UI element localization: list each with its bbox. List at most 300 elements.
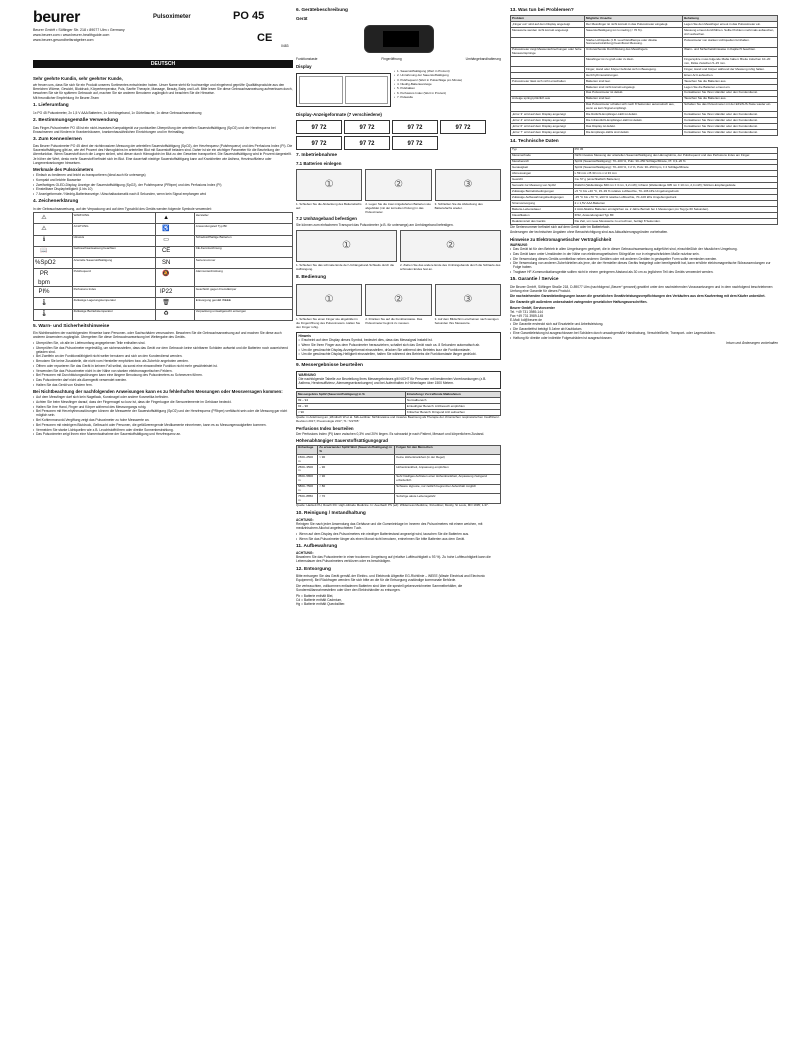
step-caption: 1. Schieben Sie einen Finger wie abgebildet in die Fingeröffnung des Pulsoximeters. Halten Sie den Finger ruhig. <box>296 317 361 329</box>
step-caption: 2. Ziehen Sie das andere Ende des Umhängebands durch die Schlaufe des schmalen Endes fest an. <box>400 263 501 272</box>
table-cell: IP22, Anwendungsteil Typ BF <box>573 212 777 218</box>
symbol-table: ⚠ WARNUNG ▲ Hersteller ⚠ ACHTUNG ♿ Anwendungsteil Typ BF ℹ Hinweis ▭ Schadstoffhaltige Batterien 📖 Gebrauchsanweisung beachten CE CE-Kennzeichnung %SpO2 Arterielle Sauerstoffsättigung SN Seriennummer PR bpm Pulsfrequenz 🔕 Alarmunterdrückung PI% Perfusions Index IP22 Geschützt gegen Fremdkörper 🌡 Zulässige Lagerungstemperatur 🗑 Entsorgung gemäß WEEE 🌡 Zulässige Betriebstemperatur ♻ Verpackung umweltgerecht entsorgen <box>33 212 293 320</box>
table-cell: Einen Arzt aufsuchen. <box>683 73 778 79</box>
lanyard-captions <box>296 264 501 272</box>
storage-icon: 🌡 <box>40 299 48 306</box>
lanyard-steps <box>296 228 501 264</box>
list-item: • Die Verwendung dieses Geräts unmittelbar neben anderen Geräten oder mit anderen Geräten in gestapelter Form sollte vermieden werden. <box>510 257 778 261</box>
table-cell: < 90 <box>297 410 406 416</box>
table-cell: Batterien sind leer. <box>584 96 682 102</box>
table-row <box>511 102 778 112</box>
table-cell: 3500–5800 m <box>297 474 318 484</box>
list-item: • Überprüfen Sie das Pulsoximeter regelmäßig, um sicherzustellen, dass das Gerät vor dem Gebrauch keine sichtbaren Schäden aufweist und die Batterien noch ausreichend geladen sind. <box>33 346 293 354</box>
table-cell: Zulässige Betriebsbedingungen <box>511 189 574 195</box>
list-item: • 6. Perfusions Index (Wert in Prozent) <box>394 92 501 96</box>
intro-sign: Mit freundlicher Empfehlung Ihr Beurer-Team <box>33 96 99 101</box>
warning-text: Die nachfolgende Tabelle zur Beurteilung Ihres Messergebnisses gilt NICHT für Personen mit bestimmten Vorerkrankungen (z.B. Asthma, Herzinsuffizienz, Atemwegserkrankungen) und bei Aufenthalten in Höhenlagen über 1500 Metern. <box>298 377 487 386</box>
display-spo2 <box>299 76 343 104</box>
list-item: • Halten Sie das Gerät von Kindern fern. <box>33 383 293 387</box>
section-title: 5. Warn- und Sicherheitshinweise <box>33 323 110 329</box>
table-cell: Rotlicht (Wellenlänge 660 nm ± 3 nm, 3,2 mW); Infrarot (Wellenlänge 905 nm ± 10 nm, 2,4 mW); Silizium-Empfangsdiode <box>573 183 777 189</box>
column-middle <box>296 0 501 1051</box>
step-image: ③ <box>435 284 501 316</box>
table-cell: Sehr häufiges Auftreten einer Höhenkrankheit, Anpassung zwingend erforderlich <box>395 474 501 484</box>
table-cell: „Finger out“ wird auf dem Display angezeigt <box>511 22 585 28</box>
section-title: 4. Zeichenerklärung <box>33 199 79 205</box>
table-cell: Abmessungen <box>511 171 574 177</box>
table-row <box>511 130 778 136</box>
list-item: • Wenn auf dem Display des Pulsoximeters ein niedriger Batteriestand angezeigt wird, tauschen Sie die Batterien aus. <box>296 532 501 536</box>
warning-title: ACHTUNG: <box>296 551 314 556</box>
list-item: • Eine Garantieleistung ist ausgeschlossen bei Schäden durch unsachgemäße Handhabung, Verschleißteile, Transport- oder Lagerschäden. <box>510 331 778 335</box>
table-cell: Pulsoximeter zeigt Messunterbrechungen oder hohe Messwertsprünge <box>511 47 585 57</box>
table-header: Mögliche Ursache <box>584 16 682 22</box>
table-cell: Die Rotlicht-Empfänger-LED ist defekt. <box>584 112 682 118</box>
table-cell: Kritischer Bereich: Dringend Arzt aufsuchen <box>405 410 500 416</box>
table-row <box>511 28 778 38</box>
table-cell: < 70 <box>318 494 395 504</box>
section-text: Die verbrauchten, vollkommen entladenen Batterien sind über die speziell gekennzeichneten Sammelbehälter, die Sondermüllannahmestellen oder über den Elektrohändler zu entsorgen. <box>296 583 463 592</box>
table-cell: Zulässige Aufbewahrungsbedingungen <box>511 195 574 201</box>
weee-icon: 🗑 <box>162 299 170 306</box>
table-cell: 2 AAA Alkaline Batterien ermöglichen ca. 2 Jahre Betrieb bei 1 Messungen pro Tag (je 60 Sekunden). <box>573 207 777 213</box>
table-cell: „Error 4“ wird auf dem Display angezeigt <box>511 118 585 124</box>
list-item: • Um die gewünschte Display-Anzeigeformat einzustellen, drücken Sie während des Betriebs kurz die Funktionstaste. <box>299 348 499 352</box>
section-title: 13. Was tun bei Problemen? <box>510 8 574 13</box>
subsection-title: Gerät <box>296 15 308 21</box>
list-item: • 2. Umrahmung der Sauerstoffsättigung <box>394 74 501 78</box>
table-cell: 2500–3500 m <box>297 465 318 475</box>
table-cell: Nicht invasive Messung der arteriellen Sauerstoffsättigung des Hämoglobins, der Pulsfrequenz und des Perfusions Index am Finger. <box>573 153 777 159</box>
step-caption: 2. Legen Sie die zwei mitgelieferten Batterien wie abgebildet (mit der korrekten Polung) in das Pulsoximeter. <box>365 202 431 214</box>
list-item: • 7 Anzeigeformate / Niedrig-Batterieanzeige / Abschaltautomatik nach 8 Sekunden, wenn kein Signal empfangen wird <box>33 192 293 196</box>
address-line: Beurer GmbH • Söflinger Str. 218 • 89077 Ulm • Germany <box>33 28 125 32</box>
list-item: • Verwenden Sie das Pulsoximeter nicht in der Nähe von starken elektromagnetischen Feldern. <box>33 369 293 373</box>
language-band: DEUTSCH <box>33 60 293 68</box>
table-cell: Normalbereich <box>405 398 500 404</box>
table-cell: Pulsoximeter lässt sich nicht einschalten <box>511 78 585 84</box>
address-line: www.beurer-gesundheitsratgeber.com <box>33 37 94 42</box>
product-name: Pulsoximeter <box>153 14 191 20</box>
table-cell: Das Pulsoximeter schaltet sich nach 8 Sekunden automatisch aus, wenn es kein Signal empfängt. <box>584 102 682 112</box>
table-cell: Tauschen Sie die Batterien aus. <box>683 78 778 84</box>
list-item: • Zweifarbiges OLED-Display, Anzeige der Sauerstoffsättigung (SpO2), der Pulsfrequenz (PRbpm) und des Perfusions Index (PI) <box>33 183 293 187</box>
battery-code: Hg = Batterie enthält Quecksilber. <box>296 601 346 606</box>
list-item: • 5. Pulsbalken <box>394 87 501 91</box>
table-cell: Warm- und Sicherheitshinweise in Kapitel 5 beachten. <box>683 47 778 57</box>
table-cell: Messwerte werden nicht korrekt angezeigt <box>511 28 585 38</box>
warning-box <box>296 371 501 390</box>
warning-title: WARNUNG <box>298 373 316 378</box>
table-cell: Kontaktieren Sie Ihren Händler oder den Kundendienst. <box>683 118 778 124</box>
subsection-title: Bei Nichtbeachtung der nachfolgenden Anweisungen kann es zu fehlerhaften Messungen oder Messversagen kommen: <box>33 388 283 394</box>
table-cell: ~ 90 <box>318 465 395 475</box>
step-image: ② <box>365 284 431 316</box>
table-cell: 93 – 90 <box>297 404 406 410</box>
format-thumb: 97 72 <box>392 120 438 134</box>
table-cell: Messmethode <box>511 153 574 159</box>
table-cell: Die Infrarotlicht-Empfänger-LED ist defekt. <box>584 118 682 124</box>
intro-title: Sehr geehrte Kundin, sehr geehrter Kunde, <box>33 76 123 81</box>
list-item: • Wenn Sie Ihren Finger aus dem Pulsoximeter herausziehen, schaltet sich das Gerät nach ca. 8 Sekunden automatisch ab. <box>299 343 499 347</box>
table-cell: PO 45 <box>573 147 777 153</box>
table-header: Problem <box>511 16 585 22</box>
section-text: Reinigen Sie nach jeder Anwendung das Gehäuse und die Gummieinlage im Inneren des Pulsoximeters mit einem weichen, mit medizinischem Alkohol angefeuchteten Tuch. <box>296 522 483 531</box>
table-cell: 1500–2500 m <box>297 455 318 465</box>
list-item: • Die Garantie erstreckt sich auf Ersatzteile und Arbeitsleistung. <box>510 322 778 326</box>
troubleshooting-table <box>510 15 778 136</box>
table-cell: < 90 <box>318 474 395 484</box>
section-title: 11. Aufbewahrung <box>296 543 338 549</box>
section-text: Die Seriennummer befindet sich auf dem Gerät oder im Batteriefach. <box>510 224 611 229</box>
model-number: PO 45 <box>233 10 265 22</box>
step-caption: 3. Auf dem Bildschirm erscheinen nach wenigen Sekunden Ihre Messwerte. <box>434 317 499 326</box>
table-cell: Höhenkrankheit, Anpassung empfohlen <box>395 465 501 475</box>
list-item: • Kompakt und leichte Bauweise <box>33 178 293 182</box>
brand-logo: beurer <box>33 9 80 26</box>
warning-icon: ⚠ <box>41 214 47 221</box>
ce-code: 0483 <box>281 44 289 48</box>
list-item: • Halten Sie Ihre Hand, Finger und Körper während des Messvorgangs ruhig. <box>33 405 293 409</box>
section-text: Bewahren Sie das Pulsoximeter in einer trockenen Umgebung auf (relative Luftfeuchtigkeit ≤ 93 %). Zu hohe Luftfeuchtigkeit kann die Lebensdauer des Pulsoximeters verkürzen oder es beschädigen. <box>296 555 491 564</box>
section-text: Der Perfusions Index (PI) kann zwischen 0,3% und 20% liegen. Es schwankt je nach Patient, Messort und körperlichem Zustand. <box>296 432 485 437</box>
list-item: • Tragbare HF-Kommunikationsgeräte sollten nicht in einem geringeren Abstand als 30 cm zu jeglichem Teil des Geräts verwendet werden. <box>510 270 778 274</box>
table-cell: Erniedrigter Bereich: Arztbesuch empfohlen <box>405 404 500 410</box>
table-cell: Schwere Hypoxie, nur zeitlich begrenzter Aufenthalt möglich <box>395 484 501 494</box>
info-icon: ℹ <box>42 237 46 244</box>
format-thumb: 97 72 <box>296 120 342 134</box>
table-cell: Sauerstoffsättigung ist zu niedrig (< 70 %). <box>584 28 682 38</box>
table-cell: Sensorik zur Messung von SpO2 <box>511 183 574 189</box>
list-item: • Bei Zweifeln an der Funktionsfähigkeit nicht weiter benutzen und sich an den Kundendienst wenden. <box>33 354 293 358</box>
table-cell: Herzrhythmusstörungen. <box>584 73 682 79</box>
warning-list <box>33 341 293 387</box>
list-item: • Einfach zu bedienen und leicht zu transportieren (ideal auch für unterwegs) <box>33 173 293 177</box>
table-row <box>511 218 778 224</box>
list-item: • Bei Personen mit niedrigem Blutdruck, Gelbsucht oder Personen, die gefäßverengende Medikamente einnehmen, kann es zu Messungenauigkeiten kommen. <box>33 423 293 427</box>
list-item: • Das Pulsoximeter zeigt Ihnen eine Momentaufnahme der Sauerstoffsättigung und Herzfrequenz an. <box>33 432 293 436</box>
table-cell: Anzeige springt plötzlich aus <box>511 96 585 102</box>
tech-table <box>510 147 778 225</box>
table-cell: Batterien sind leer. <box>584 78 682 84</box>
altitude-table <box>296 445 501 504</box>
manual-icon: 📖 <box>40 248 48 255</box>
display-pr <box>345 76 389 104</box>
hint-box <box>296 332 501 360</box>
battery-code: Cd = Batterie enthält Cadmium, <box>296 597 343 602</box>
intro-text: wir freuen uns, dass Sie sich für ein Produkt unseres Sortimentes entschieden haben. Unser Name steht für hochwertige und eingehend geprüfte Qualitätsprodukte aus den Bereichen Wärme, Gewicht, Blutdruck, Körpertemperatur, Puls, Sanfte Therapie, Massage, Beauty, Baby und Luft. Bitte lesen Sie diese Gebrauchsanweisung aufmerksam durch, bewahren Sie sie für späteren Gebrauch auf, machen Sie sie anderen Benutzern zugänglich und beachten Sie die Hinweise. <box>33 82 293 95</box>
display-illustration <box>296 73 391 107</box>
table-cell <box>511 102 585 112</box>
step-image: ① <box>296 284 362 316</box>
table-cell: Typ <box>511 147 574 153</box>
table-header: Höhenlage <box>297 445 318 455</box>
left-text-flow <box>33 74 293 437</box>
table-cell: -25 °C bis +70 °C, ≤93 % relative Luftfeuchte, 70–106 kPa Umgebungsdruck <box>573 195 777 201</box>
operation-captions <box>296 318 501 329</box>
list-item: • Erscheint auf dem Display dieses Symbol, bedeutet dies, dass das Messsignal instabil ist. <box>299 338 499 342</box>
table-header: Behebung <box>683 16 778 22</box>
table-cell: Starke Lichtquelle (z.B. Leuchtstofflampe oder direkte Sonneneinstrahlung) beeinflusst Messung. <box>584 38 682 48</box>
recycle-icon: ♻ <box>163 311 169 318</box>
warning-title: WARNUNG <box>510 243 528 248</box>
table-row <box>297 455 501 465</box>
section-title: 8. Bedienung <box>296 274 327 280</box>
list-item: • Benutzen Sie keine Zusatzteile, die nicht vom Hersteller empfohlen bzw. als Zubehör angeboten werden. <box>33 359 293 363</box>
source-note: Quelle: in Anlehnung an „Windisch W et al. S2k-Leitlinie: Nichtinvasive und invasive Beatmung als Therapie der chronischen respiratorischen Insuffizienz. Revision 2017; Pneumologie 2017; 71: 722795“ <box>296 415 500 423</box>
device-screen <box>383 31 419 47</box>
section-title: 9. Messergebnisse beurteilen <box>296 362 363 368</box>
section-text: Das Beurer Pulsoximeter PO 45 dient der nichtinvasiven Messung der arteriellen Sauerstoffsättigung (SpO2), der Herzfrequenz (Pulsfrequenz) und des Perfusions Index (PI). Die Sauerstoffsättigung gibt an, wie viel Prozent des Hämoglobins im arteriellen Blut mit Sauerstoff beladen sind. Daher ist sie ein wichtiger Parameter für die Beurteilung der Atemfunktion. Wenn Sauerstoff durch die Lungen strömt, wird dieser durch Hämoglobin im Blut zu den Geweben transportiert. Die Sauerstoffsättigung wird in Prozent dargestellt. Je höher der Wert, desto mehr Sauerstoff befindet sich im Blut. Eine dauerhaft niedrige Sauerstoffsättigung kann auf Krankheiten wie Asthma, Herzinsuffizienz oder Lungenerkrankungen hinweisen. <box>33 144 293 165</box>
table-cell: Messbereich <box>511 159 574 165</box>
table-cell: Genauigkeit <box>511 165 574 171</box>
format-thumb: 97 72 <box>392 136 438 150</box>
ce-icon: CE <box>161 248 171 255</box>
table-cell: Klassifikation <box>511 212 574 218</box>
list-item: • 3. Pulsfrequenz (Wert in Pulsschläge pro Minute) <box>394 79 501 83</box>
subsection-title: Merkmale des Pulsoximeters <box>33 166 94 172</box>
table-cell: Kontaktieren Sie Ihren Händler oder den Kundendienst. <box>683 112 778 118</box>
pi-icon: PI% <box>38 288 50 295</box>
list-item: • Einstellbare Displayhelligkeit (1 bis 10) <box>33 187 293 191</box>
contact-line: Tel. +49 731 3989-144 <box>510 309 543 314</box>
section-text: 1x PO 45 Pulsoximeter, 2x 1,5 V AAA Batterien, 1x Umhängeband, 1x Gürteltasche, 1x diese Gebrauchsanweisung <box>33 110 202 115</box>
caution-icon: ⚠ <box>41 226 47 233</box>
list-item: • Die Garantiefrist beträgt 5 Jahre ab Kaufdatum. <box>510 327 778 331</box>
ip22-icon: IP22 <box>159 288 173 295</box>
section-text: Bitte entsorgen Sie das Gerät gemäß der Elektro- und Elektronik Altgeräte EG-Richtlinie – WEEE (Waste Electrical and Electronic Equipment). Bei Rückfragen wenden Sie sich bitte an die für die Entsorgung zuständige kommunale Behörde. <box>296 574 485 583</box>
table-cell: 5800–7500 m <box>297 484 318 494</box>
subsection-title: Perfusions Index beurteilen <box>296 425 354 431</box>
table-cell: Kontaktieren Sie Ihren Händler oder den Kundendienst. <box>683 130 778 136</box>
table-cell: 7500–8850 m <box>297 494 318 504</box>
display-legend <box>394 70 501 110</box>
table-cell: L 59 mm x B 33 mm x H 33 mm <box>573 171 777 177</box>
table-cell: „Error 3“ wird auf dem Display angezeigt <box>511 112 585 118</box>
table-cell <box>511 38 585 48</box>
step-image: ② <box>365 169 431 201</box>
list-item: • Das Gerät kann unter Umständen in der Nähe von elektromagnetischen Störgrößen nur in eingeschränktem Maße nutzbar sein. <box>510 252 778 256</box>
spo2-table <box>296 391 501 416</box>
table-header: Einstufung / Zu treffende Maßnahmen <box>405 392 500 398</box>
tech-body <box>511 147 778 224</box>
sn-icon: SN <box>161 259 171 266</box>
format-grid <box>296 120 501 150</box>
list-item: • Bei Kohlenmonoxid-Vergiftung zeigt das Pulsoximeter zu hohe Messwerte an. <box>33 418 293 422</box>
table-cell: < 80 <box>318 484 395 494</box>
step-image: ③ <box>435 169 501 201</box>
list-item: • Bei Personen mit Herzrhythmusstörungen können die Messwerte der Sauerstoffsättigung (SpO2) und der Herzfrequenz (PRbpm) verfälscht sein oder die Messung gar nicht möglich sein. <box>33 409 293 417</box>
list-item: • 1. Sauerstoffsättigung (Wert in Prozent) <box>394 70 501 74</box>
device-label: Fingeröffnung <box>381 57 402 62</box>
battery-captions <box>296 203 501 214</box>
table-cell: 2 x 1,5V AAA Batterien <box>573 201 777 207</box>
step-caption: 1. Schieben Sie die Abdeckung des Batteriefachs auf. <box>296 202 362 210</box>
table-cell: Stromversorgung <box>511 201 574 207</box>
table-cell: Batterie-Lebensdauer <box>511 207 574 213</box>
table-cell: Pulsoximeter von starken Lichtquellen fernhalten. <box>683 38 778 48</box>
warning-title: ACHTUNG: <box>296 518 314 523</box>
device-label: Umhängebandhalterung <box>465 57 501 62</box>
spo2-icon: %SpO2 <box>35 259 56 266</box>
table-cell: Die Zeit, um neue Messwerte zu errechnen, beträgt 8 Sekunden. <box>573 218 777 224</box>
footer-note: Irrtum und Änderungen vorbehalten <box>725 340 778 345</box>
table-cell: Messfinger ist zu groß oder zu klein. <box>584 57 682 67</box>
list-item: • 4. Niedrig-Batterieanzeige <box>394 83 501 87</box>
step-caption: 3. Schließen Sie die Abdeckung des Batteriefachs wieder. <box>434 202 483 210</box>
table-cell: Das Pulsoximeter ist defekt. <box>584 90 682 96</box>
table-header: Zu erwartender SpO2-Wert (Sauerstoffsättigung) in % <box>318 445 395 455</box>
section-text: Das Finger-Pulsoximeter PO 45 ist ein nicht-invasives Kompaktgerät zur punktuellen Überprüfung der arteriellen Sauerstoffsättigung (SpO2) und der Herzfrequenz bei Erwachsenen und Kindern in Krankenhäusern, krankenhausähnlichen Einrichtungen und im Heimalltag. <box>33 125 276 134</box>
table-row <box>511 47 778 57</box>
table-cell: +5 °C bis +40 °C, 15–93 % relative Luftfeuchte, 70–106 kPa Umgebungsdruck <box>573 189 777 195</box>
step-image: ① <box>296 169 362 201</box>
operation-steps <box>296 282 501 318</box>
table-row <box>511 38 778 48</box>
prbpm-icon: PR bpm <box>38 270 50 286</box>
table-cell: Legen Sie die Batterien erneut ein. <box>683 84 778 90</box>
formats-title: Display-Anzeigeformate (7 verschiedene) <box>296 112 382 118</box>
manufacturer-icon: ▲ <box>163 214 170 221</box>
section-title: 6. Gerätebeschreibung <box>296 8 348 13</box>
battery-steps <box>296 167 501 203</box>
display-row <box>296 70 501 110</box>
table-cell: Sofortige akute Lebensgefahr <box>395 494 501 504</box>
subsection-title: 7.2 Umhängeband befestigen <box>296 216 357 222</box>
table-cell: Fingerspitze muss folgende Maße haben: Breite zwischen 10–20 mm, Dicke zwischen 5–15 mm. <box>683 57 778 67</box>
section-text: Die Garantie gilt außerdem unbeschadet zwingender gesetzlicher Haftungsvorschriften. <box>510 300 648 305</box>
battery-icon: ▭ <box>163 237 169 244</box>
table-cell: Keine Höhenkrankheit (in der Regel) <box>395 455 501 465</box>
battery-code: Pb = Batterie enthält Blei, <box>296 593 334 598</box>
subsection-title: 7.1 Batterien einlegen <box>296 160 342 166</box>
section-text: Die Beurer GmbH, Söflinger Straße 218, D-89077 Ulm (nachfolgend „Beurer“ genannt) gewährt unter den nachstehenden Voraussetzungen und in dem nachfolgend beschriebenen Umfang eine Garantie für dieses Produkt. <box>510 284 773 293</box>
table-cell: Kontaktieren Sie Ihren Händler oder den Kundendienst. <box>683 124 778 130</box>
step-caption: 2. Drücken Sie auf die Funktionstaste. Das Pulsoximeter beginnt zu messen. <box>365 317 423 326</box>
section-title: 12. Entsorgung <box>296 566 331 572</box>
list-item: • Überprüfen Sie, ob alle im Lieferumfang angegebenen Teile enthalten sind. <box>33 341 293 345</box>
device-labels <box>296 57 501 61</box>
table-row <box>297 494 501 504</box>
section-text: Sie können zum einfacheren Transport das Pulsoximeter (z.B. für unterwegs) am Umhängeband befestigen. <box>296 222 454 227</box>
bf-icon: ♿ <box>162 226 170 233</box>
format-thumb: 97 72 <box>344 120 390 134</box>
table-header: Folgen für den Menschen <box>395 445 501 455</box>
operating-icon: 🌡 <box>40 311 48 318</box>
list-item: • Die Verwendung von anderen Zubehörteilen als jene, die der Hersteller dieses Geräts festgelegt oder bereitgestellt hat, kann erhöhte elektromagnetische Störaussendungen zur Folge haben. <box>510 261 778 269</box>
table-cell: Tauschen Sie die Batterien aus. <box>683 96 778 102</box>
contact-line: Beurer GmbH, Servicecenter <box>510 305 555 310</box>
table-cell: Finger, Hand und Körper während der Messung ruhig halten. <box>683 67 778 73</box>
section-title: 1. Lieferumfang <box>33 103 69 109</box>
contact-line: E-Mail: kd@beurer.de <box>510 317 542 322</box>
list-item: • Öffnen oder reparieren Sie das Gerät in keinem Fall selbst, da sonst eine einwandfreie Funktion nicht mehr gewährleistet ist. <box>33 364 293 368</box>
table-cell: Unzureichende Durchblutung des Messfingers. <box>584 47 682 57</box>
format-thumb: 97 72 <box>440 120 486 134</box>
display-title: Display <box>296 63 312 69</box>
table-cell: Batterien sind nicht korrekt eingelegt. <box>584 84 682 90</box>
table-row <box>511 57 778 67</box>
section-title: 3. Zum Kennenlernen <box>33 136 82 142</box>
section-title: 2. Bestimmungsgemäße Verwendung <box>33 118 119 124</box>
table-cell: Kontaktieren Sie Ihren Händler oder den Kundendienst. <box>683 90 778 96</box>
section-title: 7. Inbetriebnahme <box>296 152 338 158</box>
table-cell: 99 – 94 <box>297 398 406 404</box>
table-header: Messergebnis SpO2 (Sauerstoffsättigung) in % <box>297 392 406 398</box>
table-cell: Messung erneut durchführen. Sollte Problem mehrmals auftauchen, Arzt aufsuchen. <box>683 28 778 38</box>
step-image: ② <box>400 230 501 262</box>
contact-line: Fax +49 731 3989-145 <box>510 313 544 318</box>
hint-title: Hinweis <box>298 334 311 339</box>
table-cell: SpO2 (Sauerstoffsättigung): 70–100 %, ± 2 %, Puls: 30–250 bpm, ± 2 Schläge/Minute <box>573 165 777 171</box>
table-cell: Finger, Hand oder Körper befindet sich in Bewegung. <box>584 67 682 73</box>
list-item: • Um die gewünschte Display-Helligkeit einzustellen, halten Sie während des Betriebs die Funktionstaste länger gedrückt. <box>299 352 499 356</box>
table-cell: Das Display ist defekt. <box>584 124 682 130</box>
alarm-off-icon: 🔕 <box>162 270 170 277</box>
ce-mark-icon: CE <box>257 32 273 44</box>
list-item: • Vermeiden Sie starke Lichtquellen wie z.B. Leuchtstoffröhren oder direkte Sonnenbestrahlung. <box>33 428 293 432</box>
format-thumb: 97 72 <box>344 136 390 150</box>
section-title: 14. Technische Daten <box>510 139 559 145</box>
step-caption: 1. Schieben Sie das schmale Ende der Umhängeband-Schlaufe durch die Aufhängung. <box>296 263 395 272</box>
subsection-title: Höhenabhängiger Sauerstoffsättigungsgrad <box>296 438 388 444</box>
step-image: ① <box>296 230 397 262</box>
table-cell: Ca. 57 g (einschließlich Batterien) <box>573 177 777 183</box>
features-list <box>33 173 293 196</box>
table-cell: Die Empfangs-LEDs sind defekt. <box>584 130 682 136</box>
list-item: • Bei Personen mit Durchblutungsstörungen kann eine längere Benutzung des Pulsoximeters zu Schmerzen führen. <box>33 373 293 377</box>
table-cell: Reaktionszeit des Geräts <box>511 218 574 224</box>
table-cell: SpO2 (Sauerstoffsättigung): 70–100 %, Puls: 30–250 Schläge/Minute, PI: 0,3–20 % <box>573 159 777 165</box>
measurement-warnings <box>33 395 293 436</box>
list-item: • 7. Pulswelle <box>394 96 501 100</box>
list-item: • Achten Sie beim Messfinger darauf, dass der Fingernagel so kurz ist, dass die Fingerkuppe die Sensorelemente im Gehäuse bedeckt. <box>33 400 293 404</box>
section-text: Die nachstehenden Garantiebedingungen lassen die gesetzlichen Gewährleistungsverpflichtungen des Verkäufers aus dem Kaufvertrag mit dem Käufer unberührt. <box>510 294 766 299</box>
table-cell: Der Messfinger ist nicht korrekt in das Pulsoximeter eingelegt. <box>584 22 682 28</box>
list-item: • Auf dem Messfinger darf sich kein Nagellack, Kunstnagel oder andere Kosmetika befinden. <box>33 395 293 399</box>
source-note: Quelle: Hackett PH, Roach RC: High-Altitude Medicine. In: Auerbach PS (ed): Wilderness Medicine, 3rd edition; Mosby, St Louis, MO 1995; 1-37. <box>296 502 489 507</box>
section-text: In der Gebrauchsanweisung, auf der Verpackung und auf dem Typschild des Geräts werden folgende Symbole verwendet: <box>33 206 212 211</box>
subsection-title: Hinweise zu Elektromagnetischer Verträglichkeit <box>510 236 612 242</box>
table-cell <box>511 57 585 67</box>
device-label: Funktionstaste <box>296 57 318 62</box>
format-thumb: 97 72 <box>296 136 342 150</box>
table-cell: „Error 7“ wird auf dem Display angezeigt <box>511 130 585 136</box>
column-left <box>33 0 293 1051</box>
column-right <box>510 0 778 1051</box>
section-text: Änderungen der technischen Angaben ohne Benachrichtigung sind aus Aktualisierungsgründen vorbehalten. <box>510 230 669 235</box>
table-cell: Schalten Sie das Pulsoximeter mit der EIN/AUS-Taste wieder ein. <box>683 102 778 112</box>
section-title: 10. Reinigung / Instandhaltung <box>296 510 366 516</box>
section-text: Ein Nichtbeachten der nachfolgenden Hinweise kann Personen- oder Sachschäden verursachen. Bewahren Sie die Gebrauchsanweisung auf und machen Sie diese auch anderen Anwendern zugänglich. Übergeben Sie diese Gebrauchsanweisung bei Weitergabe des Geräts. <box>33 331 282 340</box>
list-item: • Haftung für direkte oder indirekte Folgeschäden ist ausgeschlossen. <box>510 336 778 340</box>
list-item: • Das Pulsoximeter darf nicht als Alarmgerät verwendet werden. <box>33 378 293 382</box>
table-row <box>297 465 501 475</box>
address-block <box>33 28 125 43</box>
device-illustration <box>364 25 434 53</box>
address-line: www.beurer.com • www.beurer-healthguide.com <box>33 32 110 37</box>
table-cell: Legen Sie den Messfinger erneut in das Pulsoximeter ein. <box>683 22 778 28</box>
troubleshooting-body <box>511 22 778 136</box>
table-cell: > 90 <box>318 455 395 465</box>
table-row <box>297 484 501 494</box>
table-row <box>297 474 501 484</box>
list-item: • Das Gerät ist für den Betrieb in allen Umgebungen geeignet, die in dieser Gebrauchsanweisung aufgeführt sind, einschließlich der häuslichen Umgebung. <box>510 247 778 251</box>
section-title: 15. Garantie / Service <box>510 277 559 283</box>
table-cell: Gewicht <box>511 177 574 183</box>
table-cell: „Error 6“ wird auf dem Display angezeigt <box>511 124 585 130</box>
list-item: • Wenn Sie das Pulsoximeter länger als einen Monat nicht benutzen, entnehmen Sie bitte Batterien aus dem Gerät. <box>296 537 501 541</box>
